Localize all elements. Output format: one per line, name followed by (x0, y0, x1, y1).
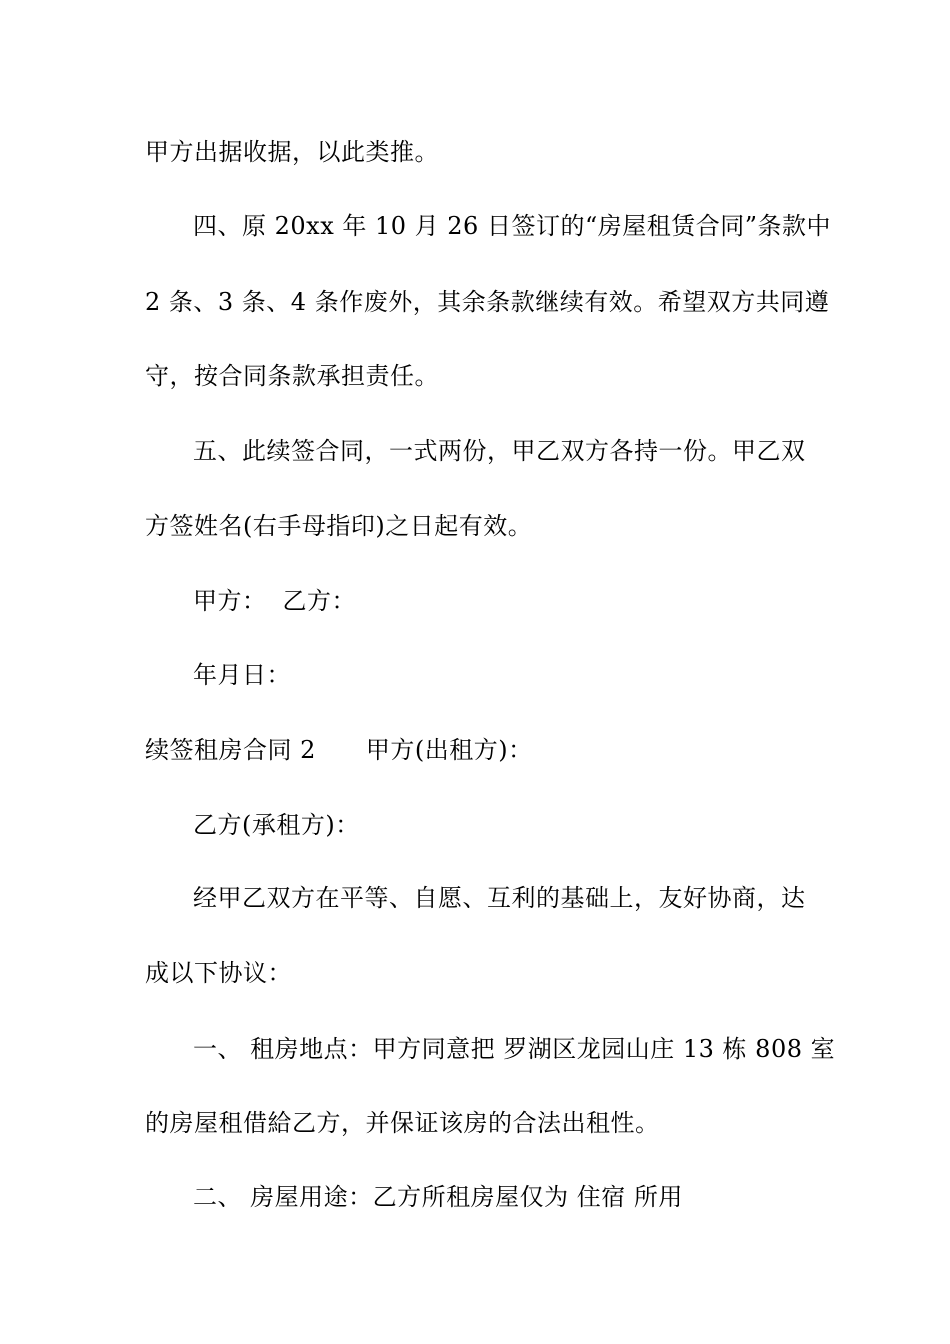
clause-5-line-1: 五、此续签合同，一式两份，甲乙双方各持一份。甲乙双 (193, 437, 806, 465)
lessor-label: 甲方(出租方)： (365, 736, 533, 764)
agreement-line-2: 成以下协议： (145, 959, 292, 987)
party-b-label: 乙方： (282, 587, 356, 615)
lessee-label: 乙方(承租方)： (193, 811, 360, 839)
clause-5-line-2: 方签姓名(右手母指印)之日起有效。 (145, 512, 533, 540)
clause-4-line-2: 2 条、3 条、4 条作废外，其余条款继续有效。希望双方共同遵 (145, 288, 830, 316)
article-2-line-1: 二、 房屋用途：乙方所租房屋仅为 住宿 所用 (193, 1183, 683, 1211)
signature-line (193, 585, 810, 617)
article-1-line-2: 的房屋租借給乙方，并保证该房的合法出租性。 (145, 1109, 660, 1137)
contract-2-title: 续签租房合同 2 (145, 736, 316, 764)
article-1-line-1: 一、 租房地点：甲方同意把 罗湖区龙园山庄 13 栋 808 室 (193, 1035, 836, 1063)
party-a-label: 甲方： (193, 587, 267, 615)
paragraph-line: 甲方出据收据，以此类推。 (145, 138, 439, 166)
date-line: 年月日： (193, 661, 291, 689)
agreement-line-1: 经甲乙双方在平等、自愿、互利的基础上，友好协商，达 (193, 884, 806, 912)
clause-4-line-3: 守，按合同条款承担责任。 (145, 362, 439, 390)
clause-4-line-1: 四、原 20xx 年 10 月 26 日签订的“房屋租赁合同”条款中 (193, 212, 831, 240)
contract-2-header (145, 734, 810, 766)
